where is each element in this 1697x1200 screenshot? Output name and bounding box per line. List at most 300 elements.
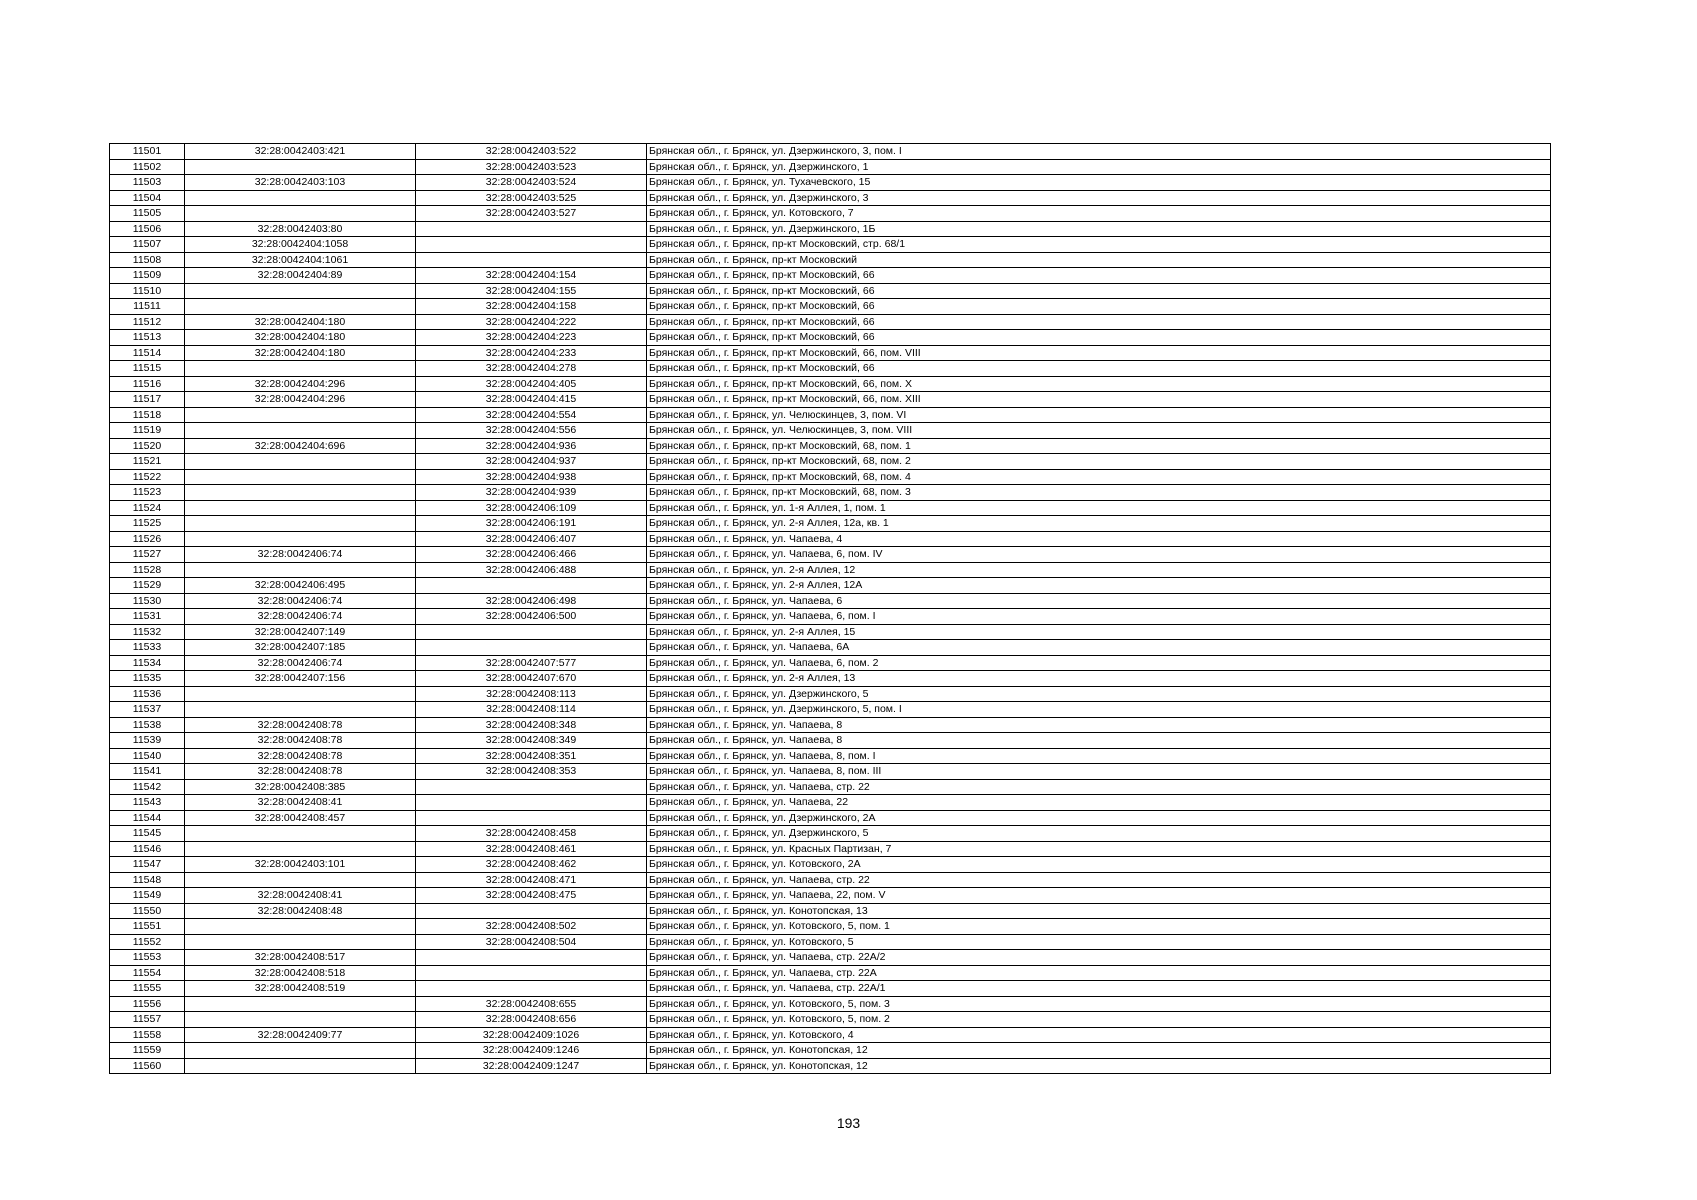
object-cadastral-number-cell: 32:28:0042404:278 — [416, 361, 647, 377]
object-cadastral-number-cell — [416, 903, 647, 919]
parcel-cadastral-number-cell — [185, 159, 416, 175]
parcel-cadastral-number-cell — [185, 1012, 416, 1028]
table-row — [110, 609, 1551, 625]
address-cell: Брянская обл., г. Брянск, ул. 2-я Аллея, 12 — [647, 562, 1551, 578]
parcel-cadastral-number-cell: 32:28:0042407:149 — [185, 624, 416, 640]
row-number-cell: 11549 — [110, 888, 185, 904]
parcel-cadastral-number-cell: 32:28:0042404:180 — [185, 345, 416, 361]
address-cell: Брянская обл., г. Брянск, ул. 2-я Аллея, 12А — [647, 578, 1551, 594]
table-row — [110, 299, 1551, 315]
table-row — [110, 407, 1551, 423]
parcel-cadastral-number-cell — [185, 407, 416, 423]
address-cell: Брянская обл., г. Брянск, ул. 2-я Аллея, 13 — [647, 671, 1551, 687]
address-cell: Брянская обл., г. Брянск, пр-кт Московский, 66 — [647, 314, 1551, 330]
parcel-cadastral-number-cell: 32:28:0042408:78 — [185, 764, 416, 780]
parcel-cadastral-number-cell: 32:28:0042407:156 — [185, 671, 416, 687]
parcel-cadastral-number-cell — [185, 826, 416, 842]
parcel-cadastral-number-cell: 32:28:0042407:185 — [185, 640, 416, 656]
row-number-cell: 11512 — [110, 314, 185, 330]
parcel-cadastral-number-cell: 32:28:0042404:180 — [185, 330, 416, 346]
row-number-cell: 11536 — [110, 686, 185, 702]
address-cell: Брянская обл., г. Брянск, пр-кт Московский, стр. 68/1 — [647, 237, 1551, 253]
row-number-cell: 11555 — [110, 981, 185, 997]
object-cadastral-number-cell: 32:28:0042404:937 — [416, 454, 647, 470]
address-cell: Брянская обл., г. Брянск, ул. Котовского, 4 — [647, 1027, 1551, 1043]
row-number-cell: 11528 — [110, 562, 185, 578]
row-number-cell: 11544 — [110, 810, 185, 826]
row-number-cell: 11554 — [110, 965, 185, 981]
parcel-cadastral-number-cell: 32:28:0042408:78 — [185, 733, 416, 749]
address-cell: Брянская обл., г. Брянск, ул. Чапаева, 8 — [647, 733, 1551, 749]
row-number-cell: 11520 — [110, 438, 185, 454]
parcel-cadastral-number-cell — [185, 919, 416, 935]
parcel-cadastral-number-cell: 32:28:0042406:74 — [185, 655, 416, 671]
parcel-cadastral-number-cell: 32:28:0042404:1058 — [185, 237, 416, 253]
address-cell: Брянская обл., г. Брянск, пр-кт Московский, 66 — [647, 330, 1551, 346]
table-row — [110, 888, 1551, 904]
row-number-cell: 11556 — [110, 996, 185, 1012]
parcel-cadastral-number-cell: 32:28:0042408:385 — [185, 779, 416, 795]
object-cadastral-number-cell: 32:28:0042404:556 — [416, 423, 647, 439]
object-cadastral-number-cell — [416, 640, 647, 656]
object-cadastral-number-cell: 32:28:0042408:504 — [416, 934, 647, 950]
address-cell: Брянская обл., г. Брянск, ул. 2-я Аллея, 12а, кв. 1 — [647, 516, 1551, 532]
row-number-cell: 11522 — [110, 469, 185, 485]
address-cell: Брянская обл., г. Брянск, ул. Чапаева, 22, пом. V — [647, 888, 1551, 904]
parcel-cadastral-number-cell — [185, 934, 416, 950]
table-row — [110, 361, 1551, 377]
parcel-cadastral-number-cell: 32:28:0042408:78 — [185, 748, 416, 764]
object-cadastral-number-cell — [416, 965, 647, 981]
row-number-cell: 11529 — [110, 578, 185, 594]
parcel-cadastral-number-cell: 32:28:0042403:101 — [185, 857, 416, 873]
object-cadastral-number-cell: 32:28:0042404:158 — [416, 299, 647, 315]
row-number-cell: 11560 — [110, 1058, 185, 1074]
row-number-cell: 11519 — [110, 423, 185, 439]
parcel-cadastral-number-cell — [185, 454, 416, 470]
table-row — [110, 934, 1551, 950]
table-row — [110, 221, 1551, 237]
table-row — [110, 1043, 1551, 1059]
object-cadastral-number-cell: 32:28:0042404:415 — [416, 392, 647, 408]
table-row — [110, 252, 1551, 268]
table-row — [110, 190, 1551, 206]
table-row — [110, 593, 1551, 609]
address-cell: Брянская обл., г. Брянск, ул. Чапаева, стр. 22 — [647, 872, 1551, 888]
row-number-cell: 11533 — [110, 640, 185, 656]
table-row — [110, 826, 1551, 842]
address-cell: Брянская обл., г. Брянск, ул. Котовского, 5 — [647, 934, 1551, 950]
object-cadastral-number-cell: 32:28:0042409:1026 — [416, 1027, 647, 1043]
table-row — [110, 376, 1551, 392]
parcel-cadastral-number-cell: 32:28:0042404:1061 — [185, 252, 416, 268]
parcel-cadastral-number-cell: 32:28:0042409:77 — [185, 1027, 416, 1043]
object-cadastral-number-cell: 32:28:0042408:349 — [416, 733, 647, 749]
address-cell: Брянская обл., г. Брянск, ул. Челюскинцев, 3, пом. VIII — [647, 423, 1551, 439]
object-cadastral-number-cell: 32:28:0042409:1247 — [416, 1058, 647, 1074]
table-row — [110, 454, 1551, 470]
object-cadastral-number-cell: 32:28:0042406:466 — [416, 547, 647, 563]
parcel-cadastral-number-cell — [185, 1058, 416, 1074]
row-number-cell: 11526 — [110, 531, 185, 547]
row-number-cell: 11542 — [110, 779, 185, 795]
table-row — [110, 1027, 1551, 1043]
parcel-cadastral-number-cell — [185, 686, 416, 702]
table-row — [110, 950, 1551, 966]
address-cell: Брянская обл., г. Брянск, ул. Чапаева, 22 — [647, 795, 1551, 811]
row-number-cell: 11530 — [110, 593, 185, 609]
object-cadastral-number-cell: 32:28:0042403:522 — [416, 144, 647, 160]
table-row — [110, 919, 1551, 935]
row-number-cell: 11510 — [110, 283, 185, 299]
row-number-cell: 11525 — [110, 516, 185, 532]
address-cell: Брянская обл., г. Брянск, ул. Дзержинского, 1 — [647, 159, 1551, 175]
object-cadastral-number-cell: 32:28:0042408:655 — [416, 996, 647, 1012]
row-number-cell: 11545 — [110, 826, 185, 842]
parcel-cadastral-number-cell: 32:28:0042404:296 — [185, 392, 416, 408]
row-number-cell: 11541 — [110, 764, 185, 780]
object-cadastral-number-cell — [416, 624, 647, 640]
parcel-cadastral-number-cell: 32:28:0042408:48 — [185, 903, 416, 919]
row-number-cell: 11558 — [110, 1027, 185, 1043]
table-row — [110, 764, 1551, 780]
object-cadastral-number-cell — [416, 578, 647, 594]
object-cadastral-number-cell: 32:28:0042408:471 — [416, 872, 647, 888]
table-row — [110, 159, 1551, 175]
table-row — [110, 283, 1551, 299]
object-cadastral-number-cell: 32:28:0042408:113 — [416, 686, 647, 702]
address-cell: Брянская обл., г. Брянск, пр-кт Московский — [647, 252, 1551, 268]
object-cadastral-number-cell — [416, 252, 647, 268]
parcel-cadastral-number-cell: 32:28:0042404:296 — [185, 376, 416, 392]
table-row — [110, 423, 1551, 439]
table-row — [110, 779, 1551, 795]
address-cell: Брянская обл., г. Брянск, ул. Тухачевского, 15 — [647, 175, 1551, 191]
address-cell: Брянская обл., г. Брянск, пр-кт Московский, 66 — [647, 283, 1551, 299]
parcel-cadastral-number-cell: 32:28:0042408:78 — [185, 717, 416, 733]
object-cadastral-number-cell: 32:28:0042406:488 — [416, 562, 647, 578]
row-number-cell: 11543 — [110, 795, 185, 811]
object-cadastral-number-cell: 32:28:0042404:939 — [416, 485, 647, 501]
address-cell: Брянская обл., г. Брянск, пр-кт Московский, 66 — [647, 268, 1551, 284]
table-row — [110, 500, 1551, 516]
address-cell: Брянская обл., г. Брянск, ул. Красных Партизан, 7 — [647, 841, 1551, 857]
object-cadastral-number-cell: 32:28:0042408:462 — [416, 857, 647, 873]
address-cell: Брянская обл., г. Брянск, ул. Дзержинского, 1Б — [647, 221, 1551, 237]
object-cadastral-number-cell: 32:28:0042409:1246 — [416, 1043, 647, 1059]
address-cell: Брянская обл., г. Брянск, ул. Котовского, 5, пом. 2 — [647, 1012, 1551, 1028]
table-row — [110, 903, 1551, 919]
parcel-cadastral-number-cell — [185, 283, 416, 299]
row-number-cell: 11538 — [110, 717, 185, 733]
row-number-cell: 11540 — [110, 748, 185, 764]
row-number-cell: 11503 — [110, 175, 185, 191]
address-cell: Брянская обл., г. Брянск, ул. Чапаева, 4 — [647, 531, 1551, 547]
object-cadastral-number-cell: 32:28:0042408:351 — [416, 748, 647, 764]
object-cadastral-number-cell: 32:28:0042408:348 — [416, 717, 647, 733]
object-cadastral-number-cell: 32:28:0042407:670 — [416, 671, 647, 687]
row-number-cell: 11507 — [110, 237, 185, 253]
object-cadastral-number-cell: 32:28:0042408:656 — [416, 1012, 647, 1028]
address-cell: Брянская обл., г. Брянск, ул. Чапаева, 6А — [647, 640, 1551, 656]
object-cadastral-number-cell: 32:28:0042404:938 — [416, 469, 647, 485]
parcel-cadastral-number-cell: 32:28:0042403:80 — [185, 221, 416, 237]
table-row — [110, 981, 1551, 997]
address-cell: Брянская обл., г. Брянск, ул. Дзержинского, 5 — [647, 686, 1551, 702]
registry-table-body — [110, 144, 1551, 1074]
parcel-cadastral-number-cell: 32:28:0042406:74 — [185, 547, 416, 563]
parcel-cadastral-number-cell: 32:28:0042406:74 — [185, 609, 416, 625]
address-cell: Брянская обл., г. Брянск, ул. Котовского, 7 — [647, 206, 1551, 222]
row-number-cell: 11551 — [110, 919, 185, 935]
row-number-cell: 11548 — [110, 872, 185, 888]
row-number-cell: 11550 — [110, 903, 185, 919]
parcel-cadastral-number-cell: 32:28:0042408:41 — [185, 795, 416, 811]
object-cadastral-number-cell: 32:28:0042403:525 — [416, 190, 647, 206]
address-cell: Брянская обл., г. Брянск, ул. Чапаева, 8, пом. I — [647, 748, 1551, 764]
address-cell: Брянская обл., г. Брянск, ул. 1-я Аллея, 1, пом. 1 — [647, 500, 1551, 516]
address-cell: Брянская обл., г. Брянск, ул. Чапаева, 6, пом. IV — [647, 547, 1551, 563]
table-row — [110, 872, 1551, 888]
address-cell: Брянская обл., г. Брянск, пр-кт Московский, 66, пом. VIII — [647, 345, 1551, 361]
table-row — [110, 144, 1551, 160]
row-number-cell: 11552 — [110, 934, 185, 950]
table-row — [110, 841, 1551, 857]
address-cell: Брянская обл., г. Брянск, ул. Чапаева, 6, пом. 2 — [647, 655, 1551, 671]
row-number-cell: 11508 — [110, 252, 185, 268]
row-number-cell: 11559 — [110, 1043, 185, 1059]
address-cell: Брянская обл., г. Брянск, ул. 2-я Аллея, 15 — [647, 624, 1551, 640]
table-row — [110, 516, 1551, 532]
parcel-cadastral-number-cell: 32:28:0042404:696 — [185, 438, 416, 454]
address-cell: Брянская обл., г. Брянск, ул. Дзержинского, 5, пом. I — [647, 702, 1551, 718]
table-row — [110, 531, 1551, 547]
parcel-cadastral-number-cell — [185, 361, 416, 377]
table-row — [110, 547, 1551, 563]
object-cadastral-number-cell: 32:28:0042406:191 — [416, 516, 647, 532]
row-number-cell: 11546 — [110, 841, 185, 857]
row-number-cell: 11514 — [110, 345, 185, 361]
row-number-cell: 11539 — [110, 733, 185, 749]
object-cadastral-number-cell: 32:28:0042404:223 — [416, 330, 647, 346]
row-number-cell: 11553 — [110, 950, 185, 966]
parcel-cadastral-number-cell: 32:28:0042408:518 — [185, 965, 416, 981]
object-cadastral-number-cell: 32:28:0042408:353 — [416, 764, 647, 780]
object-cadastral-number-cell: 32:28:0042408:461 — [416, 841, 647, 857]
address-cell: Брянская обл., г. Брянск, ул. Челюскинцев, 3, пом. VI — [647, 407, 1551, 423]
object-cadastral-number-cell: 32:28:0042404:154 — [416, 268, 647, 284]
table-row — [110, 733, 1551, 749]
row-number-cell: 11511 — [110, 299, 185, 315]
table-row — [110, 314, 1551, 330]
parcel-cadastral-number-cell — [185, 841, 416, 857]
object-cadastral-number-cell — [416, 221, 647, 237]
table-row — [110, 562, 1551, 578]
address-cell: Брянская обл., г. Брянск, пр-кт Московский, 68, пом. 1 — [647, 438, 1551, 454]
table-row — [110, 237, 1551, 253]
parcel-cadastral-number-cell — [185, 206, 416, 222]
object-cadastral-number-cell: 32:28:0042403:527 — [416, 206, 647, 222]
row-number-cell: 11515 — [110, 361, 185, 377]
table-row — [110, 965, 1551, 981]
object-cadastral-number-cell: 32:28:0042406:109 — [416, 500, 647, 516]
row-number-cell: 11504 — [110, 190, 185, 206]
table-row — [110, 810, 1551, 826]
address-cell: Брянская обл., г. Брянск, ул. Котовского, 5, пом. 1 — [647, 919, 1551, 935]
table-row — [110, 655, 1551, 671]
object-cadastral-number-cell: 32:28:0042406:407 — [416, 531, 647, 547]
address-cell: Брянская обл., г. Брянск, пр-кт Московский, 66, пом. XIII — [647, 392, 1551, 408]
parcel-cadastral-number-cell: 32:28:0042408:519 — [185, 981, 416, 997]
row-number-cell: 11524 — [110, 500, 185, 516]
object-cadastral-number-cell — [416, 810, 647, 826]
row-number-cell: 11517 — [110, 392, 185, 408]
parcel-cadastral-number-cell: 32:28:0042406:495 — [185, 578, 416, 594]
table-row — [110, 702, 1551, 718]
object-cadastral-number-cell: 32:28:0042408:502 — [416, 919, 647, 935]
table-row — [110, 438, 1551, 454]
parcel-cadastral-number-cell — [185, 872, 416, 888]
table-row — [110, 1012, 1551, 1028]
row-number-cell: 11505 — [110, 206, 185, 222]
row-number-cell: 11516 — [110, 376, 185, 392]
object-cadastral-number-cell — [416, 950, 647, 966]
object-cadastral-number-cell: 32:28:0042404:155 — [416, 283, 647, 299]
parcel-cadastral-number-cell: 32:28:0042403:421 — [185, 144, 416, 160]
parcel-cadastral-number-cell — [185, 423, 416, 439]
parcel-cadastral-number-cell: 32:28:0042408:457 — [185, 810, 416, 826]
parcel-cadastral-number-cell — [185, 531, 416, 547]
table-row — [110, 1058, 1551, 1074]
object-cadastral-number-cell — [416, 795, 647, 811]
address-cell: Брянская обл., г. Брянск, ул. Чапаева, 6, пом. I — [647, 609, 1551, 625]
object-cadastral-number-cell: 32:28:0042404:936 — [416, 438, 647, 454]
object-cadastral-number-cell — [416, 779, 647, 795]
address-cell: Брянская обл., г. Брянск, ул. Дзержинского, 3 — [647, 190, 1551, 206]
table-row — [110, 717, 1551, 733]
object-cadastral-number-cell — [416, 981, 647, 997]
parcel-cadastral-number-cell — [185, 469, 416, 485]
row-number-cell: 11557 — [110, 1012, 185, 1028]
address-cell: Брянская обл., г. Брянск, ул. Конотопская, 12 — [647, 1043, 1551, 1059]
address-cell: Брянская обл., г. Брянск, ул. Конотопская, 13 — [647, 903, 1551, 919]
parcel-cadastral-number-cell — [185, 1043, 416, 1059]
table-row — [110, 469, 1551, 485]
parcel-cadastral-number-cell: 32:28:0042408:41 — [185, 888, 416, 904]
parcel-cadastral-number-cell — [185, 299, 416, 315]
row-number-cell: 11518 — [110, 407, 185, 423]
address-cell: Брянская обл., г. Брянск, ул. Дзержинского, 5 — [647, 826, 1551, 842]
parcel-cadastral-number-cell — [185, 190, 416, 206]
object-cadastral-number-cell: 32:28:0042404:405 — [416, 376, 647, 392]
object-cadastral-number-cell: 32:28:0042408:458 — [416, 826, 647, 842]
address-cell: Брянская обл., г. Брянск, ул. Котовского, 5, пом. 3 — [647, 996, 1551, 1012]
address-cell: Брянская обл., г. Брянск, ул. Конотопская, 12 — [647, 1058, 1551, 1074]
object-cadastral-number-cell: 32:28:0042407:577 — [416, 655, 647, 671]
row-number-cell: 11527 — [110, 547, 185, 563]
table-row — [110, 686, 1551, 702]
object-cadastral-number-cell: 32:28:0042403:524 — [416, 175, 647, 191]
object-cadastral-number-cell: 32:28:0042404:222 — [416, 314, 647, 330]
address-cell: Брянская обл., г. Брянск, ул. Чапаева, стр. 22А/1 — [647, 981, 1551, 997]
row-number-cell: 11513 — [110, 330, 185, 346]
table-row — [110, 175, 1551, 191]
object-cadastral-number-cell: 32:28:0042406:498 — [416, 593, 647, 609]
table-row — [110, 748, 1551, 764]
table-row — [110, 206, 1551, 222]
address-cell: Брянская обл., г. Брянск, ул. Чапаева, 8 — [647, 717, 1551, 733]
row-number-cell: 11523 — [110, 485, 185, 501]
address-cell: Брянская обл., г. Брянск, ул. Котовского, 2А — [647, 857, 1551, 873]
table-row — [110, 795, 1551, 811]
row-number-cell: 11502 — [110, 159, 185, 175]
row-number-cell: 11521 — [110, 454, 185, 470]
parcel-cadastral-number-cell — [185, 702, 416, 718]
table-row — [110, 996, 1551, 1012]
address-cell: Брянская обл., г. Брянск, ул. Чапаева, 6 — [647, 593, 1551, 609]
page-number: 193 — [836, 1115, 861, 1131]
table-row — [110, 268, 1551, 284]
table-row — [110, 345, 1551, 361]
row-number-cell: 11547 — [110, 857, 185, 873]
row-number-cell: 11534 — [110, 655, 185, 671]
parcel-cadastral-number-cell: 32:28:0042404:180 — [185, 314, 416, 330]
parcel-cadastral-number-cell: 32:28:0042408:517 — [185, 950, 416, 966]
object-cadastral-number-cell — [416, 237, 647, 253]
table-row — [110, 857, 1551, 873]
parcel-cadastral-number-cell: 32:28:0042406:74 — [185, 593, 416, 609]
parcel-cadastral-number-cell — [185, 562, 416, 578]
parcel-cadastral-number-cell: 32:28:0042404:89 — [185, 268, 416, 284]
parcel-cadastral-number-cell — [185, 485, 416, 501]
row-number-cell: 11535 — [110, 671, 185, 687]
address-cell: Брянская обл., г. Брянск, пр-кт Московский, 66, пом. X — [647, 376, 1551, 392]
object-cadastral-number-cell: 32:28:0042404:554 — [416, 407, 647, 423]
address-cell: Брянская обл., г. Брянск, ул. Чапаева, стр. 22А — [647, 965, 1551, 981]
table-row — [110, 578, 1551, 594]
address-cell: Брянская обл., г. Брянск, ул. Дзержинского, 3, пом. I — [647, 144, 1551, 160]
table-row — [110, 485, 1551, 501]
address-cell: Брянская обл., г. Брянск, ул. Чапаева, 8, пом. III — [647, 764, 1551, 780]
parcel-cadastral-number-cell — [185, 996, 416, 1012]
object-cadastral-number-cell: 32:28:0042408:114 — [416, 702, 647, 718]
table-row — [110, 624, 1551, 640]
table-row — [110, 330, 1551, 346]
row-number-cell: 11532 — [110, 624, 185, 640]
address-cell: Брянская обл., г. Брянск, ул. Чапаева, стр. 22А/2 — [647, 950, 1551, 966]
object-cadastral-number-cell: 32:28:0042406:500 — [416, 609, 647, 625]
table-row — [110, 640, 1551, 656]
address-cell: Брянская обл., г. Брянск, пр-кт Московский, 66 — [647, 361, 1551, 377]
row-number-cell: 11506 — [110, 221, 185, 237]
row-number-cell: 11531 — [110, 609, 185, 625]
address-cell: Брянская обл., г. Брянск, пр-кт Московский, 68, пом. 2 — [647, 454, 1551, 470]
parcel-cadastral-number-cell — [185, 516, 416, 532]
row-number-cell: 11537 — [110, 702, 185, 718]
address-cell: Брянская обл., г. Брянск, пр-кт Московский, 66 — [647, 299, 1551, 315]
address-cell: Брянская обл., г. Брянск, ул. Чапаева, стр. 22 — [647, 779, 1551, 795]
parcel-cadastral-number-cell — [185, 500, 416, 516]
object-cadastral-number-cell: 32:28:0042404:233 — [416, 345, 647, 361]
address-cell: Брянская обл., г. Брянск, пр-кт Московский, 68, пом. 4 — [647, 469, 1551, 485]
table-row — [110, 671, 1551, 687]
parcel-cadastral-number-cell: 32:28:0042403:103 — [185, 175, 416, 191]
object-cadastral-number-cell: 32:28:0042403:523 — [416, 159, 647, 175]
registry-table — [109, 143, 1551, 1074]
address-cell: Брянская обл., г. Брянск, ул. Дзержинского, 2А — [647, 810, 1551, 826]
address-cell: Брянская обл., г. Брянск, пр-кт Московский, 68, пом. 3 — [647, 485, 1551, 501]
table-row — [110, 392, 1551, 408]
